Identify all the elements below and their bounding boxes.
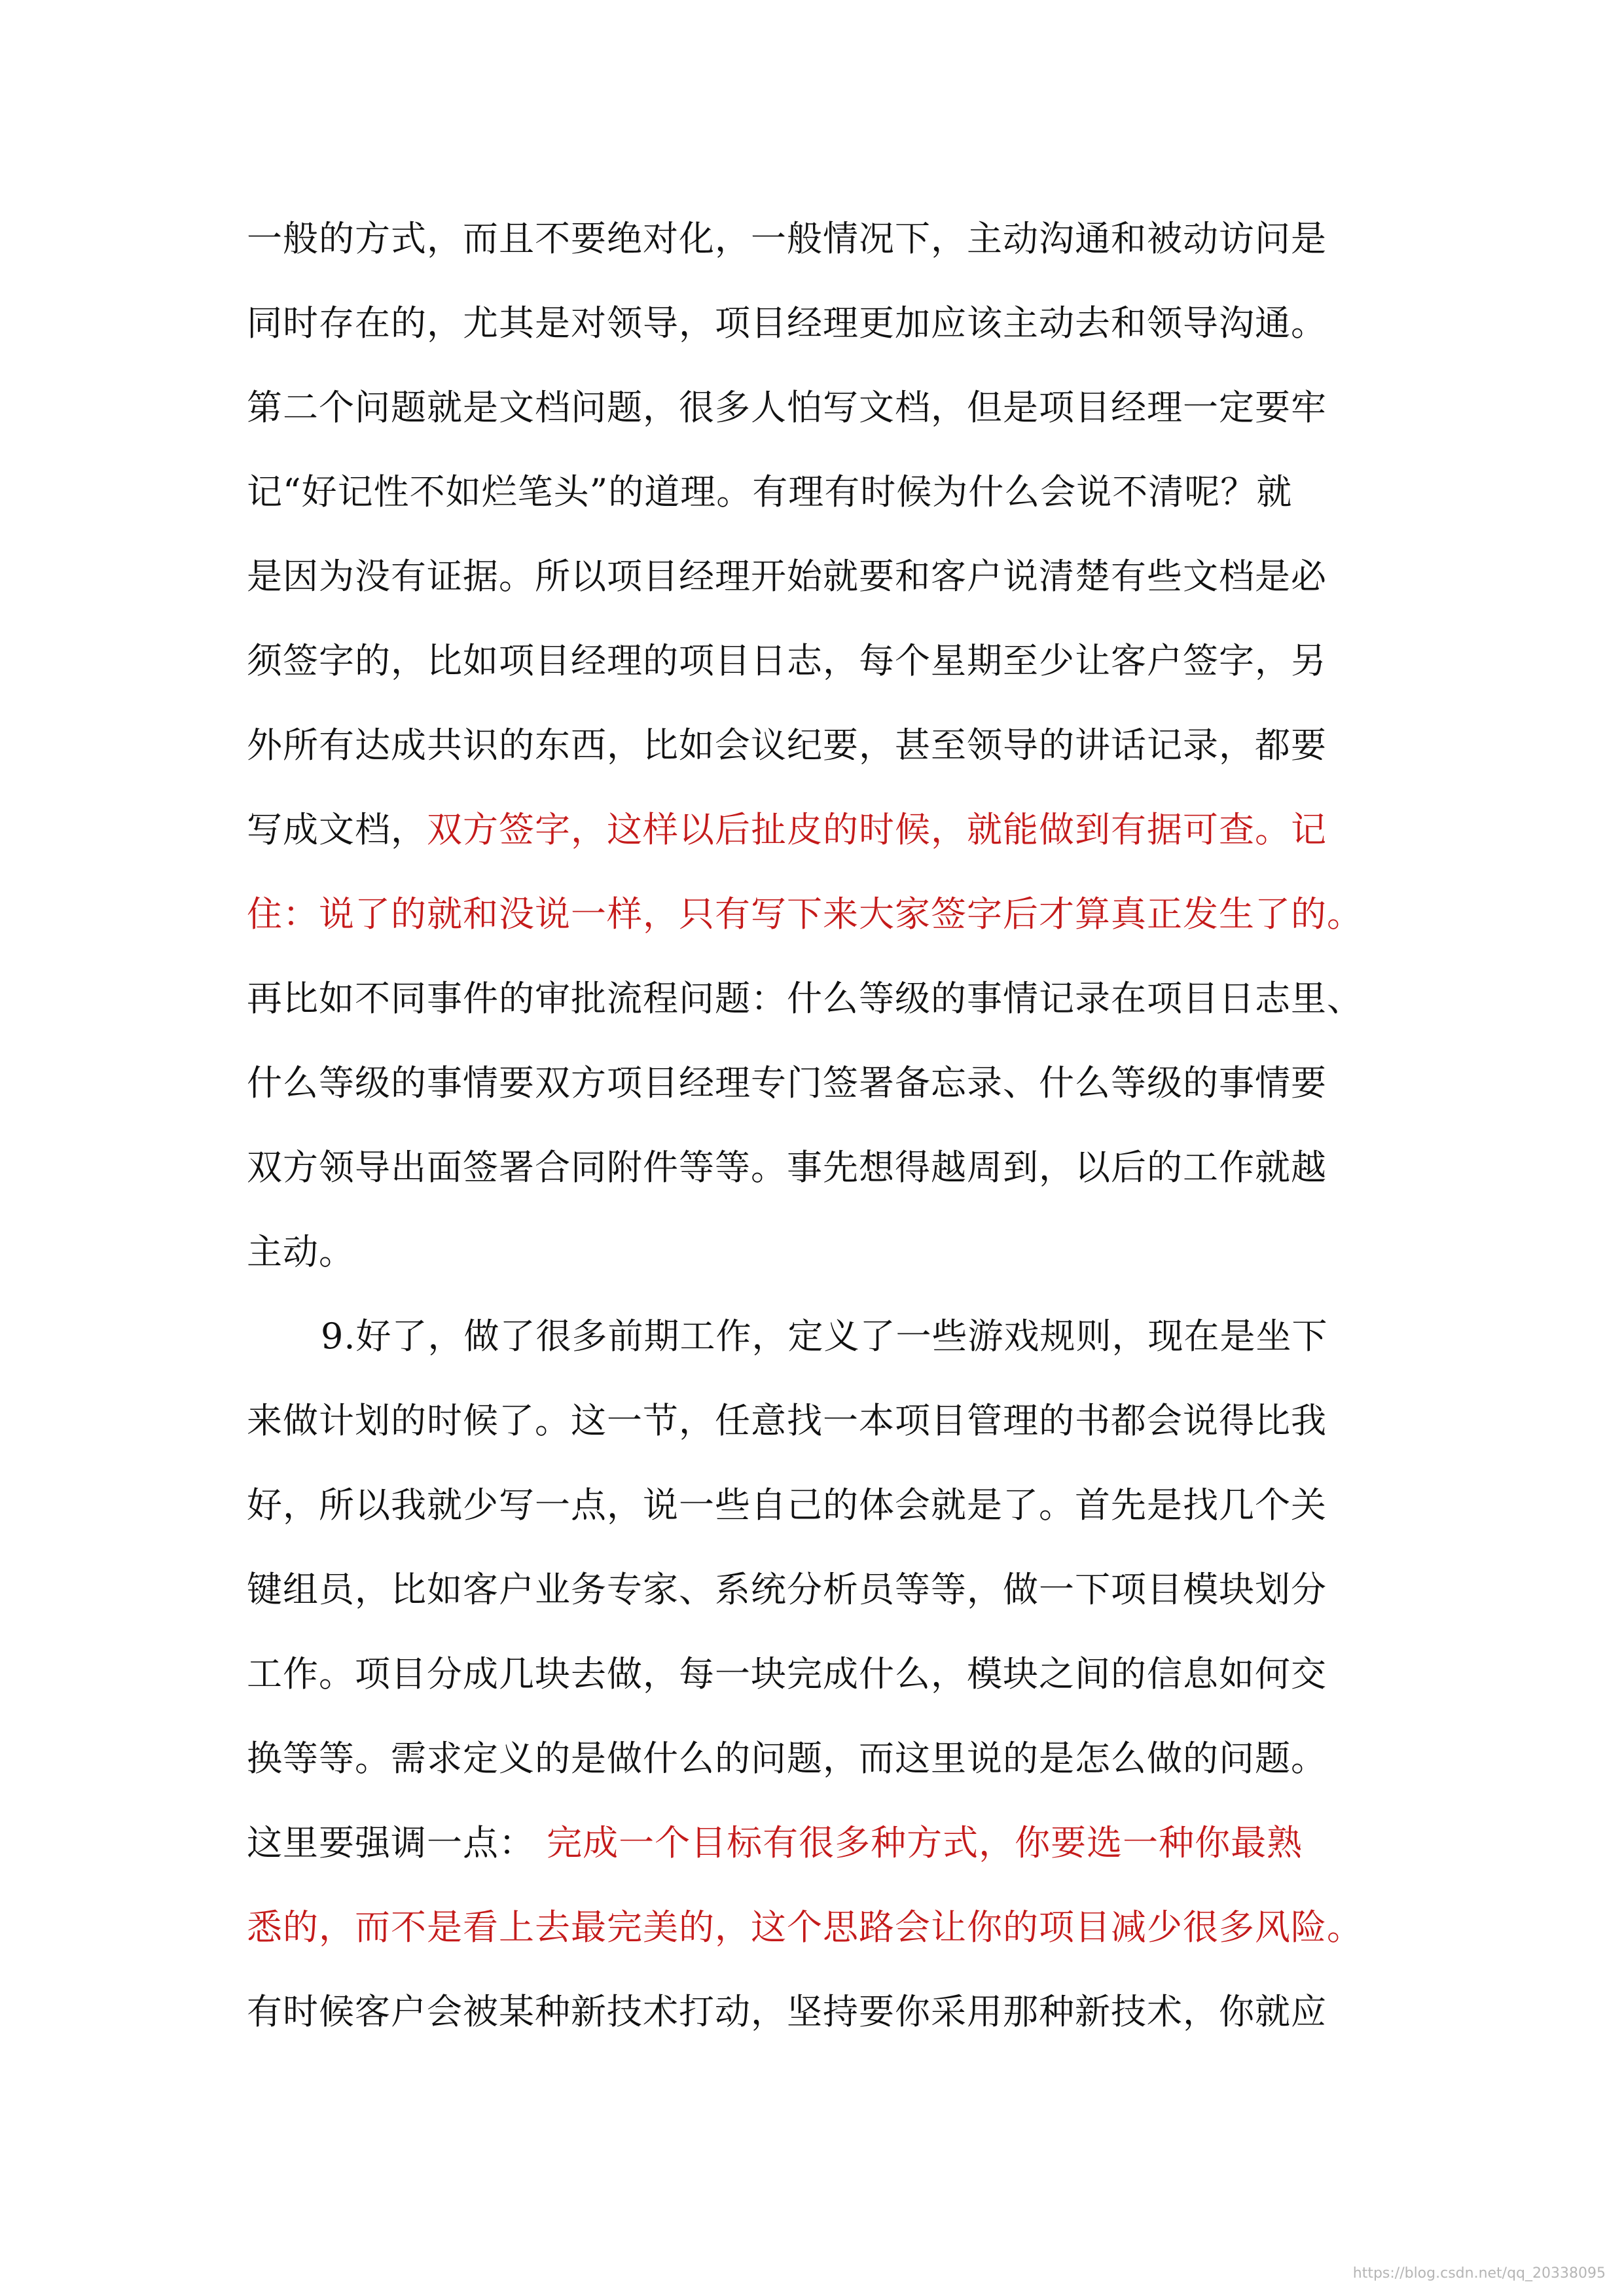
watermark-url: https://blog.csdn.net/qq_20338095 [1352,2265,1606,2282]
body-text: 是因为没有证据。所以项目经理开始就要和客户说清楚有些文档是必 [247,556,1327,597]
text-line [247,213,1399,265]
body-text: 双方领导出面签署合同附件等等。事先想得越周到，以后的工作就越 [247,1147,1327,1188]
emphasis-text: 住：说了的就和没说一样，只有写下来大家签字后才算真正发生了的。 [247,893,1363,935]
text-line [247,1901,1399,1954]
body-text: 写成文档， [247,809,427,850]
text-line [247,888,1399,941]
text-line [247,1226,1399,1278]
text-line [247,1057,1399,1109]
text-line [321,1310,1473,1363]
text-line [247,1479,1399,1532]
text-line [247,804,1399,856]
body-text: 外所有达成共识的东西，比如会议纪要，甚至领导的讲话记录，都要 [247,725,1327,766]
body-text: 工作。项目分成几块去做，每一块完成什么，模块之间的信息如何交 [247,1653,1327,1695]
body-text: 什么等级的事情要双方项目经理专门签署备忘录、什么等级的事情要 [247,1062,1327,1103]
body-text: 主动。 [247,1231,355,1272]
emphasis-text: 悉的，而不是看上去最完美的，这个思路会让你的项目减少很多风险。 [247,1907,1363,1948]
text-line [247,1648,1399,1700]
text-line [247,1817,1399,1869]
body-text: 这里要强调一点： [247,1822,535,1863]
text-line [247,382,1399,434]
text-line [247,1141,1399,1194]
body-text: 换等等。需求定义的是做什么的问题，而这里说的是怎么做的问题。 [247,1738,1327,1779]
body-text: 记“好记性不如烂笔头”的道理。有理有时候为什么会说不清呢？就 [247,471,1293,512]
text-line [247,550,1399,603]
body-text: 同时存在的，尤其是对领导，项目经理更加应该主动去和领导沟通。 [247,302,1327,344]
body-text: 键组员，比如客户业务专家、系统分析员等等，做一下项目模块划分 [247,1569,1327,1610]
body-text: 须签字的，比如项目经理的项目日志，每个星期至少让客户签字，另 [247,640,1327,681]
body-text: 9.好了，做了很多前期工作，定义了一些游戏规则，现在是坐下 [321,1316,1328,1357]
body-text: 有时候客户会被某种新技术打动，坚持要你采用那种新技术，你就应 [247,1991,1327,2032]
text-line [247,1564,1399,1616]
text-line [247,466,1399,518]
text-line [247,719,1399,772]
body-text: 好，所以我就少写一点，说一些自己的体会就是了。首先是找几个关 [247,1484,1327,1526]
text-line [247,1395,1399,1447]
body-text: 第二个问题就是文档问题，很多人怕写文档，但是项目经理一定要牢 [247,387,1327,428]
text-line [247,973,1399,1025]
text-line [247,1732,1399,1785]
body-text: 来做计划的时候了。这一节，任意找一本项目管理的书都会说得比我 [247,1400,1327,1441]
emphasis-text: 双方签字，这样以后扯皮的时候，就能做到有据可查。记 [427,809,1327,850]
body-text: 一般的方式，而且不要绝对化，一般情况下，主动沟通和被动访问是 [247,218,1327,259]
text-line [247,635,1399,687]
emphasis-text: 完成一个目标有很多种方式，你要选一种你最熟 [535,1822,1303,1863]
text-line [247,297,1399,350]
body-text: 再比如不同事件的审批流程问题：什么等级的事情记录在项目日志里、 [247,978,1363,1019]
text-line [247,1986,1399,2038]
